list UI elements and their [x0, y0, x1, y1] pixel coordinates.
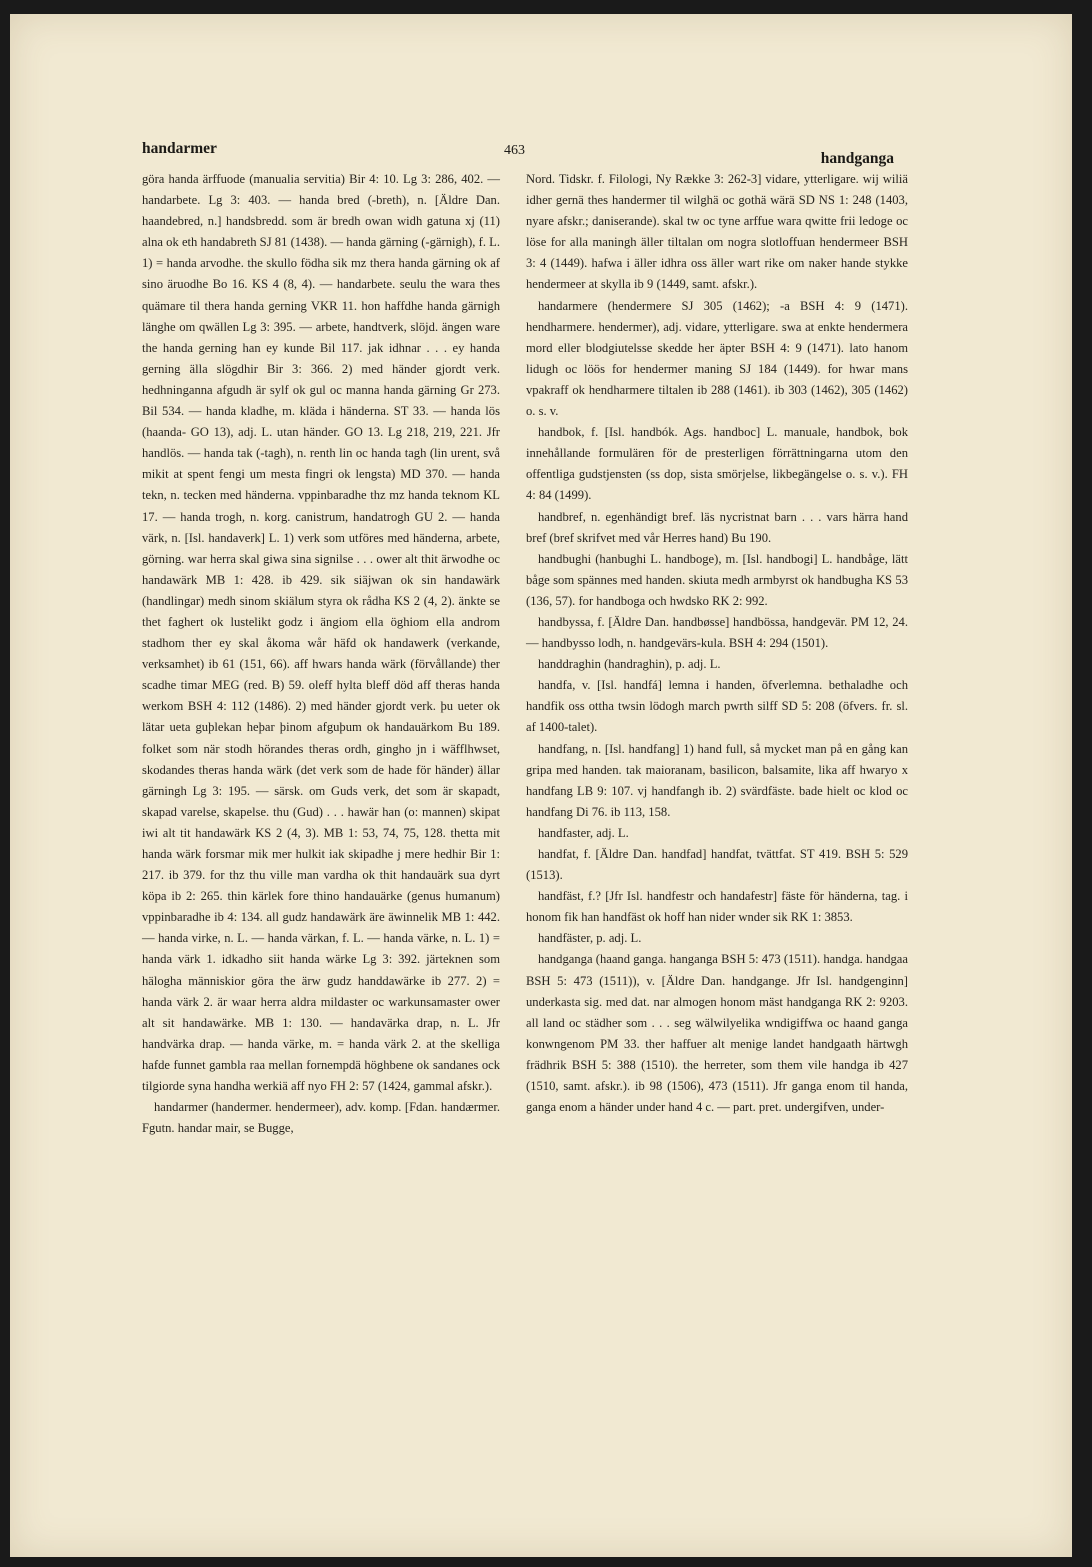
page-number: 463 — [504, 143, 525, 158]
right-column — [526, 169, 908, 1118]
entry-handbok: handbok, f. [Isl. handbók. Ags. handboc] L. manuale, handbok, bok innehållande formulären för de presterligen förrättningarna utom den offentliga gudstjensten (ss dop, sista smörjelse, likbegängelse o. s. v.). FH 4: 84 (1499). — [526, 425, 908, 503]
entry-handarmere: handarmere (hendermere SJ 305 (1462); -a BSH 4: 9 (1471). hendharmere. hendermer), adj. vidare, ytterligare. swa at enkte hendermera mord eller blodgiutelsse skedde her äpter BSH 4: 9 (1471). lato hanom lidugh oc löös for hendermer maning SJ 184 (1449). for hwar mans vpakraff ok hendharmere tiltalen ib 288 (1461). ib 303 (1462), 305 (1462) o. s. v. — [526, 298, 908, 419]
right-running-headword: handganga — [820, 150, 894, 167]
left-column — [142, 169, 500, 1139]
entry-handganga: handganga (haand ganga. hanganga BSH 5: 473 (1511). handga. handgaa BSH 5: 473 (1511)), v. [Äldre Dan. handgange. Jfr Isl. handgenginn] underkasta sig. med dat. nar almogen honom mäst handganga RK 2: 9203. all land oc städher som . . . seg wälwilyelika wndigiffwa oc haand ganga konwngenom PM 33. ther haffuer alt menige landet handgaath härtwgh frädhrik BSH 5: 388 (1510). the herreter, som them vile handga ib 427 (1510, samt. afskr.). ib 98 (1506), 473 (1511). Jfr ganga enom til handa, ganga enom a händer under hand 4 c. — part. pret. undergifven, under- — [526, 952, 908, 1115]
entry-handbyssa: handbyssa, f. [Äldre Dan. handbøsse] handbössa, handgevär. PM 12, 24. — handbysso lodh, n. handgevärs-kula. BSH 4: 294 (1501). — [526, 614, 908, 651]
entry-handbref: handbref, n. egenhändigt bref. läs nycristnat barn . . . vars härra hand bref (bref skrifvet med vår Herres hand) Bu 190. — [526, 509, 908, 545]
entry-handdraghin: handdraghin (handraghin), p. adj. L. — [538, 657, 721, 672]
entry-handfaster: handfaster, adj. L. — [538, 825, 629, 840]
left-running-headword: handarmer — [142, 140, 217, 157]
entry-handa-compounds: göra handa ärffuode (manualia servitia) Bir 4: 10. Lg 3: 286, 402. — handarbete. Lg 3: 403. — handa bred (-breth), n. [Äldre Dan. haandebred, n.] handsbredd. som är bredh owan widh gatuna xj (11) alna ok eth handabreth SJ 81 (1438). — handa gärning (-gärnigh), f. L. 1) = handa arvodhe. the skullo födha sik mz thera handa gärning ok af sino äruodhe Bo 16. KS 4 (8, 4). — handarbete. seulu the wara thes quämare til thera handa gerning VKR 11. hon haffdhe handa gärnigh länghe om qwällen Lg 3: 395. — arbete, handtverk, slöjd. ängen ware the handa gerning han ey kunde Bil 117. jak idhnar . . . ey handa gerning älla slögdhir Bir 3: 366. 2) med händer gjordt verk. hedhninganna afgudh är sylf ok gul oc manna handa gärning Gr 273. Bil 534. — handa kladhe, m. kläda i händerna. ST 33. — handa lös (haanda- GO 13), adj. L. utan händer. GO 13. Lg 218, 219, 221. Jfr handlös. — handa tak (-tagh), n. renth lin oc handa tagh (lin urent, svå mikit at spent fengi um mesta fingri ok lengsta) MD 370. — handa tekn, n. tecken med händerna. vppinbaradhe thz mz handa teknom KL 17. — handa trogh, n. korg. canistrum, handatrogh GU 2. — handa värk, n. [Isl. handaverk] L. 1) verk som utföres med händerna, arbete, görning. war herra skal giwa sina signilse . . . ower alt thit ärwodhe oc handawärk MB 1: 428. ib 429. sik siäjwan ok sin handawärk (handlingar) medh sinom skiälum styra ok rådha KS 2 (4, 2). änkte se thet faghert ok lustelikt godz i ängiom ella öghiom ella androm stadhom ther ey skal åkoma wår häfd ok handawerk (verkande, verksamhet) ib 61 (151, 66). aff hwars handa wärk (förvållande) ther scadhe timar MEG (red. B) 59. oleff hylta bleff död aff theras handa werkom BSH 4: 112 (1486). 2) med händer gjordt verk. þu ueter ok lätar ueta guþlekan heþar þinom afguþum ok handauärkom Bu 189. folket som när stodh hörandes theras ordh, gingho jn i wäfflhwset, skodandes theras handa wärk (det verk som de hade för händer) ällar gärningh Lg 3: 195. — särsk. om Guds verk, det som är skapadt, skapad varelse, skapelse. thu (Gud) . . . hawär han (o: mannen) skipat iwi alt tit handawärk KS 2 (4, 3). MB 1: 53, 74, 75, 128. thetta mit handa wärk forsmar mik mer hulkit iak skipadhe j mere hedhir Bir 1: 217. ib 379. for thz thu ville man vardha ok thit handauärk sua dyrt köpa ib 2: 265. thin kärlek fore thino handauärke (genus humanum) vppinbaradhe ib 4: 134. all gudz handawärk äre äwinnelik MB 1: 442. — handa virke, n. L. — handa värkan, f. L. — handa värke, n. L. 1) = handa värk 1. idkadho siit handa wärke Lg 3: 392. järteknen som hälogha människior göra the ärw gudz handdawärke ib 277. 2) = handa värk 2. är waar herra aldra mildaster oc warkunsamaster ower alt sit handawärke. MB 1: 130. — handavärka drap, n. L. Jfr handvärka drap. — handa värke, m. = handa värk 2. at the skelliga hafde funnet gambla raa mellan fornempdä höghbene ok sandanes ock tilgiorde syna handha werkiä aff nyo FH 2: 57 (1424, gammal afskr.). — [142, 172, 500, 1094]
entry-handfang: handfang, n. [Isl. handfang] 1) hand full, så mycket man på en gång kan gripa med handen. tak maioranam, basilicon, balsamite, lika aff hwaryo x handfang LB 9: 107. vj handfangh ib. 2) svärdfäste. bade hielt oc klod oc handfang Di 76. ib 113, 158. — [526, 741, 908, 819]
entry-handarmer-continued: Nord. Tidskr. f. Filologi, Ny Række 3: 262-3] vidare, ytterligare. wij wiliä idher gernä thes handermer til wilghä oc gothä wärä SD NS 1: 248 (1403, nyare afskr.; daniserande). skal tw oc tyne arffue wara qwitte frii ledoge oc löse for alla maningh äller tiltalan om nogra slotloffuan hendermeer BSH 3: 4 (1449). hafwa i äller idhra oss äller wart rike om naker hande stykke hendermeer at skylla ib 9 (1449, samt. afskr.). — [526, 172, 908, 292]
dictionary-page — [10, 14, 1072, 1557]
entry-handfast: handfäst, f.? [Jfr Isl. handfestr och handafestr] fäste för händerna, tag. i honom fik han handfäst ok hoff han nider wnder sik RK 1: 3853. — [526, 889, 908, 925]
entry-handarmer: handarmer (handermer. hendermeer), adv. komp. [Fdan. handærmer. Fgutn. handar mair, se Bugge, — [142, 1100, 500, 1136]
entry-handfa: handfa, v. [Isl. handfá] lemna i handen, öfverlemna. bethaladhe och handfik oss ottha twsin lödogh march pwrth silff SD 5: 208 (öfvers. fr. sl. af 1400-talet). — [526, 678, 908, 735]
entry-handfaster-p: handfäster, p. adj. L. — [538, 931, 642, 946]
entry-handfat: handfat, f. [Äldre Dan. handfad] handfat, tvättfat. ST 419. BSH 5: 529 (1513). — [526, 847, 908, 883]
entry-handbughi: handbughi (hanbughi L. handboge), m. [Isl. handbogi] L. handbåge, lätt båge som spännes med handen. skiuta medh armbyrst ok handbugha KS 53 (136, 57). for handboga och hwdsko RK 2: 992. — [526, 551, 908, 608]
